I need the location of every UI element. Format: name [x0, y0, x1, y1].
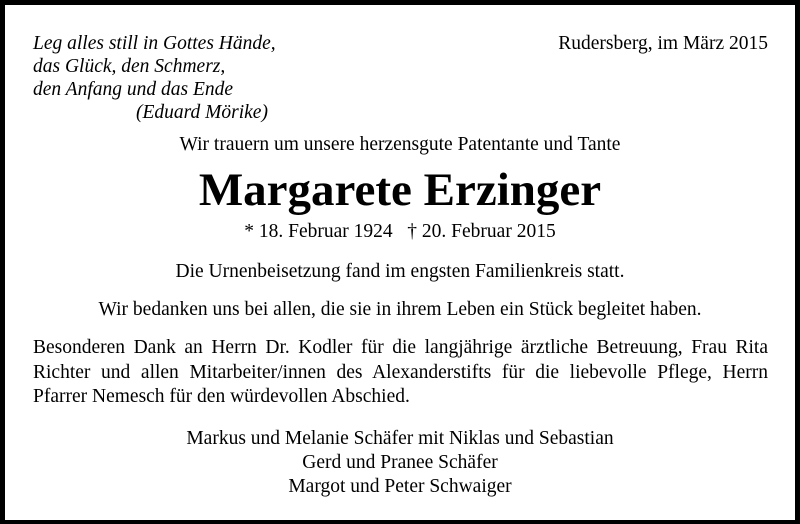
verse-line: Leg alles still in Gottes Hände, — [33, 33, 276, 54]
burial-note: Die Urnenbeisetzung fand im engsten Familienkreis statt. — [175, 261, 625, 282]
intro-text: Wir trauern um unsere herzensgute Patentante und Tante — [179, 134, 621, 155]
mourners — [0, 427, 800, 499]
verse-line: den Anfang und das Ende — [33, 79, 234, 100]
verse-quote — [33, 32, 276, 124]
mourner-line: Markus und Melanie Schäfer mit Niklas und Sebastian — [186, 428, 614, 449]
life-dates: * 18. Februar 1924 † 20. Februar 2015 — [244, 221, 556, 242]
mourner-line: Margot und Peter Schwaiger — [288, 476, 512, 497]
special-thanks: Besonderen Dank an Herrn Dr. Kodler für die langjährige ärztliche Betreuung, Frau Rita Richter und allen Mitarbeiter/innen des Alexanderstifts für die liebevolle Pflege, Herrn Pfarrer Nemesch für den würdevollen Abschied. — [33, 337, 768, 407]
mourner-line: Gerd und Pranee Schäfer — [302, 452, 498, 473]
verse-author: (Eduard Mörike) — [136, 102, 268, 123]
place-date: Rudersberg, im März 2015 — [558, 33, 768, 54]
deceased-name: Margarete Erzinger — [198, 164, 602, 216]
thanks-text: Wir bedanken uns bei allen, die sie in ihrem Leben ein Stück begleitet haben. — [98, 299, 702, 320]
verse-line: das Glück, den Schmerz, — [33, 56, 226, 77]
